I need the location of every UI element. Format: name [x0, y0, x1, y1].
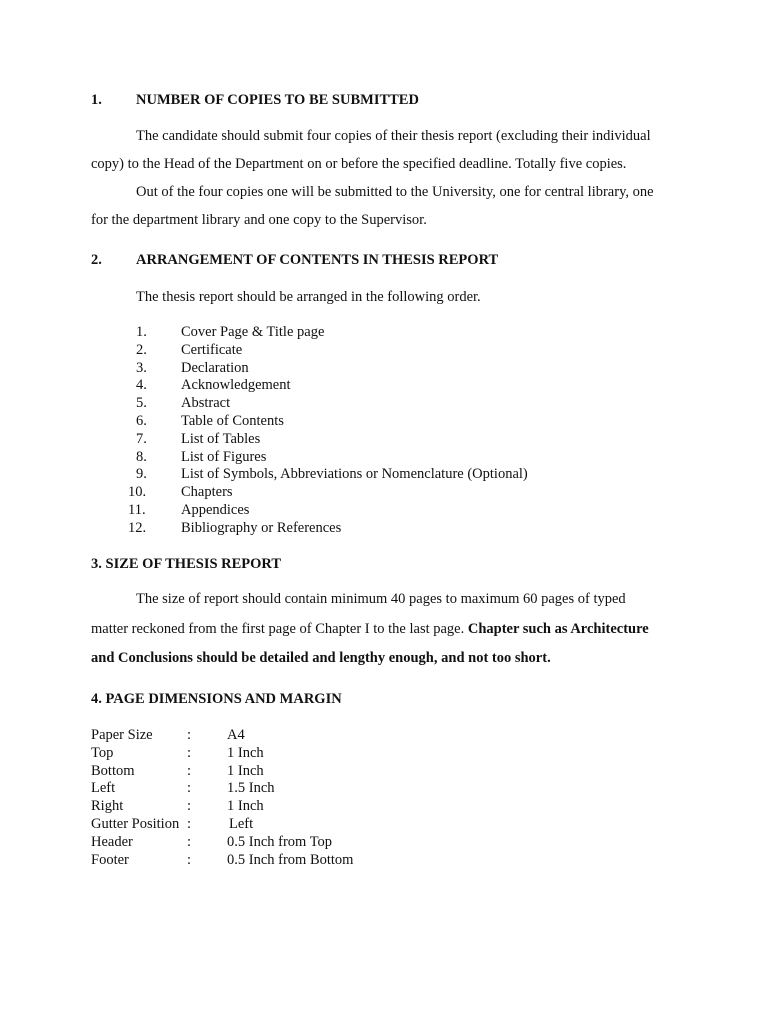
dimension-separator: :	[187, 833, 192, 850]
section-2-intro: The thesis report should be arranged in the following order.	[136, 289, 481, 305]
section-2-title: ARRANGEMENT OF CONTENTS IN THESIS REPORT	[136, 252, 499, 268]
section-3-line2-plain: matter reckoned from the first page of Chapter I to the last page.	[91, 621, 468, 637]
list-item-number: 3.	[136, 359, 147, 376]
list-item-text: Appendices	[181, 501, 250, 518]
list-item-number: 9.	[136, 466, 147, 483]
section-4-title: 4. PAGE DIMENSIONS AND MARGIN	[91, 691, 342, 707]
dimension-separator: :	[187, 727, 192, 743]
list-item-text: Table of Contents	[181, 412, 284, 429]
section-3-line3-bold: and Conclusions should be detailed and lengthy enough, and not too short.	[91, 650, 551, 666]
list-item	[136, 395, 556, 413]
list-item-text: Declaration	[181, 359, 249, 376]
list-item-text: List of Figures	[181, 448, 267, 465]
list-item	[136, 449, 556, 467]
section-1-number: 1.	[91, 92, 102, 108]
list-item-text: List of Tables	[181, 430, 261, 447]
section-1-para2-line1: Out of the four copies one will be submitted to the University, one for central library, one	[136, 184, 654, 200]
dimension-label: Footer	[91, 851, 129, 868]
dimension-row	[91, 745, 491, 763]
dimension-row	[91, 763, 491, 781]
list-item-number: 10.	[128, 484, 147, 501]
section-2-number: 2.	[91, 252, 102, 268]
dimension-row	[91, 834, 491, 852]
list-item-text: Bibliography or References	[181, 519, 342, 536]
dimension-separator: :	[187, 762, 192, 779]
section-3-line2	[91, 621, 649, 638]
section-1-para1-line2: copy) to the Head of the Department on or before the specified deadline. Totally five copies.	[91, 156, 627, 172]
list-item-text: Abstract	[181, 395, 231, 412]
dimension-value: 0.5 Inch from Bottom	[227, 851, 354, 868]
section-3-title: 3. SIZE OF THESIS REPORT	[91, 556, 282, 572]
dimension-value: Left	[229, 815, 254, 832]
list-item	[128, 501, 556, 520]
list-item-number: 11.	[128, 501, 146, 518]
dimension-separator: :	[187, 815, 192, 832]
list-item-number: 4.	[136, 377, 147, 394]
dimension-row	[91, 780, 491, 798]
section-3-line2-bold: Chapter such as Architecture	[467, 621, 649, 637]
list-item-number: 2.	[136, 341, 147, 358]
section-3-heading	[91, 556, 281, 573]
dimension-value: 1 Inch	[227, 798, 264, 815]
dimension-value: 1 Inch	[227, 744, 264, 761]
dimension-label: Top	[91, 744, 114, 761]
contents-order-list	[128, 324, 556, 538]
list-item-number: 12.	[128, 519, 147, 536]
list-item	[136, 466, 556, 484]
dimension-row	[91, 852, 491, 870]
section-1-title: NUMBER OF COPIES TO BE SUBMITTED	[136, 92, 419, 108]
list-item-text: Cover Page & Title page	[181, 324, 325, 340]
list-item-number: 6.	[136, 412, 147, 429]
list-item-text: Acknowledgement	[181, 377, 291, 394]
list-item	[136, 377, 556, 395]
list-item	[136, 324, 556, 342]
list-item	[128, 484, 556, 502]
section-3-line1: The size of report should contain minimum 40 pages to maximum 60 pages of typed	[136, 591, 626, 607]
dimension-label: Bottom	[91, 762, 135, 779]
page-dimensions-table	[91, 727, 491, 869]
list-item	[136, 413, 556, 431]
section-1-para2-line2: for the department library and one copy to the Supervisor.	[91, 212, 427, 228]
dimension-label: Gutter Position	[91, 815, 180, 832]
dimension-label: Paper Size	[91, 727, 153, 743]
dimension-label: Right	[91, 798, 124, 815]
dimension-row	[91, 727, 491, 745]
list-item-text: Chapters	[181, 484, 233, 501]
dimension-value: A4	[227, 727, 245, 743]
dimension-separator: :	[187, 851, 192, 868]
section-1-para1-line1: The candidate should submit four copies of their thesis report (excluding their individual	[136, 128, 651, 144]
list-item	[136, 342, 556, 360]
section-4-heading	[91, 691, 342, 708]
dimension-value: 1 Inch	[227, 762, 264, 779]
dimension-row	[91, 798, 491, 816]
dimension-value: 0.5 Inch from Top	[227, 833, 333, 850]
list-item	[136, 431, 556, 449]
list-item-number: 7.	[136, 430, 147, 447]
list-item-number: 1.	[136, 324, 147, 340]
list-item-number: 5.	[136, 395, 147, 412]
dimension-label: Header	[91, 833, 133, 850]
dimension-separator: :	[187, 798, 192, 815]
dimension-separator: :	[187, 780, 192, 797]
dimension-value: 1.5 Inch	[227, 780, 275, 797]
list-item-number: 8.	[136, 448, 147, 465]
list-item	[128, 519, 556, 538]
list-item	[136, 360, 556, 378]
dimension-row	[91, 816, 491, 834]
list-item-text: Certificate	[181, 341, 243, 358]
dimension-label: Left	[91, 780, 116, 797]
dimension-separator: :	[187, 744, 192, 761]
list-item-text: List of Symbols, Abbreviations or Nomenclature (Optional)	[181, 466, 528, 483]
